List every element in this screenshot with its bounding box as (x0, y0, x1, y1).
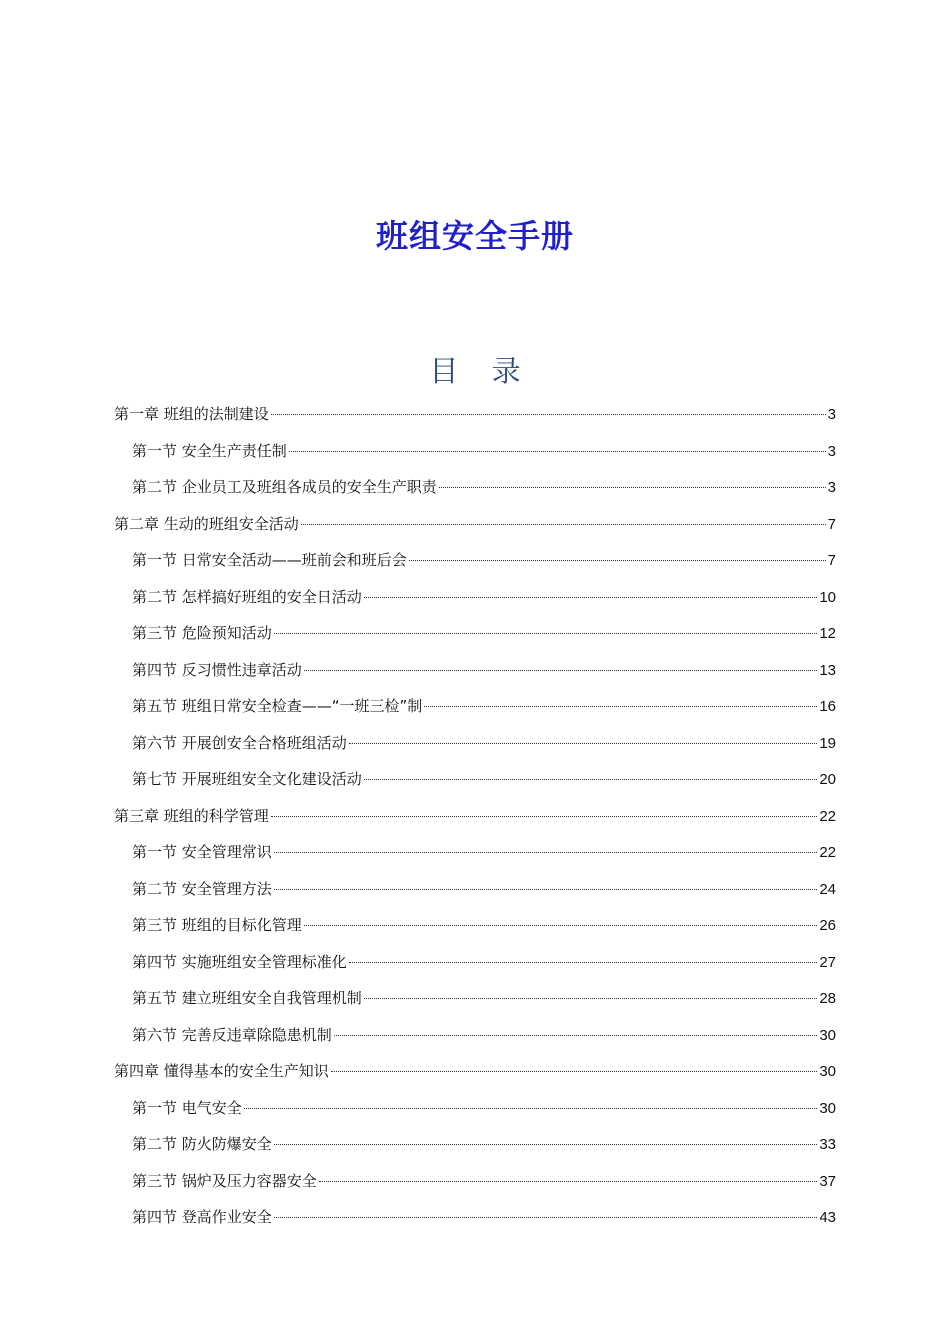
toc-chapter-entry[interactable] (114, 798, 836, 835)
toc-dot-leader (424, 706, 817, 707)
toc-dot-leader (274, 633, 818, 634)
toc-entry-title: 第七节 开展班组安全文化建设活动 (132, 770, 362, 788)
toc-entry-title: 第五节 建立班组安全自我管理机制 (132, 989, 362, 1007)
toc-section-entry[interactable] (114, 1126, 836, 1163)
document-title: 班组安全手册 (375, 217, 574, 255)
toc-entry-title: 第五节 班组日常安全检查——“一班三检”制 (132, 697, 423, 715)
toc-entry-title: 第三节 危险预知活动 (132, 624, 272, 642)
toc-entry-title: 第四章 懂得基本的安全生产知识 (114, 1062, 329, 1080)
toc-section-entry[interactable] (114, 1199, 836, 1236)
toc-page-number: 3 (827, 442, 836, 460)
toc-section-entry[interactable] (114, 761, 836, 798)
toc-dot-leader (334, 1035, 818, 1036)
toc-page-number: 3 (827, 479, 836, 496)
toc-entry-title: 第四节 实施班组安全管理标准化 (132, 952, 347, 971)
toc-page-number: 30 (819, 1063, 836, 1080)
toc-page-number: 30 (819, 1099, 836, 1117)
toc-entry-title: 第二节 安全管理方法 (132, 879, 272, 898)
toc-page-number: 43 (819, 1209, 836, 1226)
toc-section-entry[interactable] (114, 688, 836, 725)
toc-section-entry[interactable] (114, 1163, 836, 1200)
toc-page-number: 33 (819, 1136, 836, 1153)
toc-section-entry[interactable] (114, 652, 836, 689)
toc-entry-title: 第三章 班组的科学管理 (114, 806, 269, 825)
toc-entry-title: 第一节 安全管理常识 (132, 843, 272, 861)
toc-dot-leader (364, 597, 818, 598)
toc-page-number: 7 (827, 515, 836, 533)
toc-dot-leader (364, 998, 818, 999)
toc-dot-leader (289, 451, 826, 452)
toc-section-entry[interactable] (114, 433, 836, 470)
toc-entry-title: 第六节 完善反违章除隐患机制 (132, 1025, 332, 1044)
toc-page-number: 13 (819, 661, 836, 679)
toc-dot-leader (439, 487, 826, 488)
toc-page-number: 22 (819, 844, 836, 861)
toc-entry-title: 第二节 怎样搞好班组的安全日活动 (132, 587, 362, 606)
toc-page-number: 30 (819, 1026, 836, 1044)
toc-section-entry[interactable] (114, 944, 836, 981)
toc-entry-title: 第一节 安全生产责任制 (132, 441, 287, 460)
toc-dot-leader (301, 524, 826, 525)
toc-entry-title: 第四节 登高作业安全 (132, 1208, 272, 1226)
toc-entry-title: 第二节 企业员工及班组各成员的安全生产职责 (132, 478, 437, 496)
table-of-contents (114, 396, 836, 1236)
toc-dot-leader (274, 852, 818, 853)
toc-page-number: 19 (819, 734, 836, 752)
toc-dot-leader (274, 1144, 818, 1145)
toc-heading: 目 录 (429, 354, 533, 388)
toc-entry-title: 第一章 班组的法制建设 (114, 405, 269, 423)
toc-page-number: 10 (819, 588, 836, 606)
toc-dot-leader (304, 925, 818, 926)
toc-section-entry[interactable] (114, 980, 836, 1017)
toc-dot-leader (244, 1108, 818, 1109)
toc-page-number: 3 (827, 406, 836, 423)
toc-entry-title: 第二节 防火防爆安全 (132, 1135, 272, 1153)
toc-page-number: 37 (819, 1172, 836, 1190)
toc-page-number: 12 (819, 625, 836, 642)
toc-section-entry[interactable] (114, 469, 836, 506)
toc-dot-leader (304, 670, 818, 671)
toc-dot-leader (274, 889, 818, 890)
toc-section-entry[interactable] (114, 907, 836, 944)
toc-chapter-entry[interactable] (114, 396, 836, 433)
toc-entry-title: 第三节 锅炉及压力容器安全 (132, 1171, 317, 1190)
toc-entry-title: 第四节 反习惯性违章活动 (132, 660, 302, 679)
toc-page-number: 28 (819, 990, 836, 1007)
toc-dot-leader (349, 743, 818, 744)
toc-page-number: 27 (819, 953, 836, 971)
toc-entry-title: 第一节 日常安全活动——班前会和班后会 (132, 551, 407, 569)
toc-page-number: 7 (827, 552, 836, 569)
toc-dot-leader (409, 560, 826, 561)
toc-page-number: 24 (819, 880, 836, 898)
toc-entry-title: 第三节 班组的目标化管理 (132, 916, 302, 934)
toc-entry-title: 第六节 开展创安全合格班组活动 (132, 733, 347, 752)
toc-section-entry[interactable] (114, 834, 836, 871)
toc-page-number: 20 (819, 771, 836, 788)
toc-chapter-entry[interactable] (114, 1053, 836, 1090)
toc-dot-leader (331, 1071, 818, 1072)
toc-chapter-entry[interactable] (114, 506, 836, 543)
toc-entry-title: 第二章 生动的班组安全活动 (114, 514, 299, 533)
toc-dot-leader (349, 962, 818, 963)
toc-section-entry[interactable] (114, 1090, 836, 1127)
toc-page-number: 26 (819, 917, 836, 934)
toc-section-entry[interactable] (114, 615, 836, 652)
toc-page-number: 16 (819, 698, 836, 715)
toc-section-entry[interactable] (114, 871, 836, 908)
toc-entry-title: 第一节 电气安全 (132, 1098, 242, 1117)
toc-dot-leader (271, 816, 818, 817)
toc-section-entry[interactable] (114, 542, 836, 579)
toc-page-number: 22 (819, 807, 836, 825)
toc-section-entry[interactable] (114, 725, 836, 762)
toc-dot-leader (274, 1217, 818, 1218)
toc-dot-leader (364, 779, 818, 780)
toc-section-entry[interactable] (114, 579, 836, 616)
toc-dot-leader (319, 1181, 818, 1182)
toc-section-entry[interactable] (114, 1017, 836, 1054)
toc-dot-leader (271, 414, 826, 415)
